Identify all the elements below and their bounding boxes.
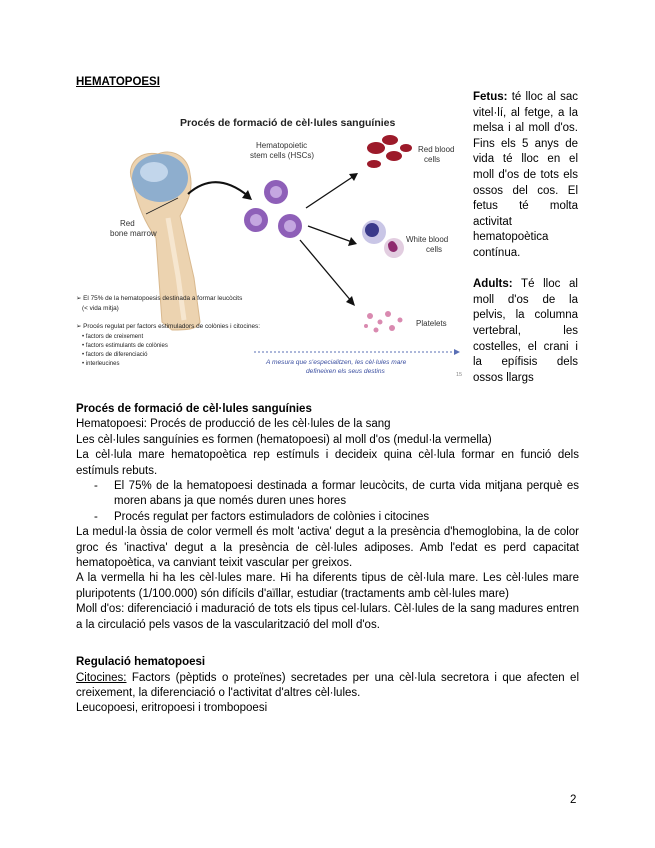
formation-list (76, 479, 579, 525)
paragraph-6: Moll d'os: diferenciació i maduració de tots els tipus cel·lulars. Cèl·lules de la sang madures entren a la circulació pels vasos de la vascularització del moll d'os. (76, 603, 579, 631)
label-wbc-1: White blood (406, 235, 449, 244)
label-marrow-2: bone marrow (110, 229, 157, 238)
page-title: HEMATOPOESI (76, 76, 160, 88)
platelets (364, 311, 403, 333)
adults-text: Té lloc al moll d'os de la pelvis, la columna vertebral, les costelles, el crani i la epífisis dels ossos llargs (473, 278, 578, 384)
label-hsc-2: stem cells (HSCs) (250, 151, 315, 160)
fetus-paragraph (473, 90, 578, 262)
heading-formation: Procés de formació de cèl·lules sanguínies (76, 403, 312, 415)
bullet-2: • factors estimulants de colònies (82, 343, 168, 349)
side-column (473, 90, 578, 386)
paragraph-7: Leucopoesi, eritropoesi i trombopoesi (76, 702, 268, 715)
citocines-paragraph (76, 671, 579, 702)
adults-label: Adults: (473, 278, 513, 291)
label-marrow-1: Red (120, 219, 135, 228)
white-blood-cells (362, 220, 404, 258)
page-number: 2 (570, 794, 577, 806)
list-item: - El 75% de la hematopoesi destinada a formar leucòcits, de curta vida mitjana perquè es moren abans ja que només duren unes hores (76, 479, 579, 510)
label-rbc-2: cells (424, 155, 441, 164)
citocines-text: Factors (pèptids o proteïnes) secretades per una cèl·lula secretora i que afecten el creixement, la diferenciació o l'activitat d'altres cèl·lules. (76, 671, 579, 699)
bullet-4: • interleucines (82, 361, 120, 367)
slide-number: 15 (456, 372, 463, 378)
label-rbc-1: Red blood (418, 145, 455, 154)
hsc-cells (244, 180, 302, 238)
paragraph-4: La medul·la òssia de color vermell és molt 'activa' degut a la presència d'hemoglobina, la de color groc és 'inactiva' degut a la presència de cèl·lules adiposes. Amb l'edat es perd capacitat hematopoètica, va canviant teixit vascular per greixos. (76, 526, 579, 570)
citocines-label: Citocines: (76, 671, 127, 684)
bullet-1: • factors de creixement (82, 334, 144, 340)
note-1b: (< vida mitja) (82, 305, 119, 312)
bone-illustration (130, 152, 200, 330)
paragraph-1: Hematopoesi: Procés de producció de les cèl·lules de la sang (76, 418, 391, 431)
note-1a: ➢ El 75% de la hematopoesis destinada a formar leucòcits (76, 295, 243, 302)
adults-paragraph (473, 277, 578, 386)
figure-title: Procés de formació de cèl·lules sanguínies (180, 117, 396, 129)
list-item: - Procés regulat per factors estimuladors de colònies i citocines (76, 510, 579, 525)
caption-2: defineixen els seus destins (306, 368, 385, 375)
caption-1: A mesura que s'especialitzen, les cèl·lules mare (266, 359, 407, 366)
fetus-label: Fetus: (473, 91, 508, 103)
heading-regulation: Regulació hematopoesi (76, 656, 206, 669)
bullet-3: • factors de diferenciació (82, 352, 148, 358)
hematopoiesis-figure (76, 108, 471, 390)
label-platelets: Platelets (416, 319, 447, 328)
fetus-text: té lloc al sac vitel·lí, al fetge, a la melsa i al moll d'os. Fins els 5 anys de vida té lloc en el moll d'os de tots els ossos del cos. El fetus té molta activitat hematopoètica contínua. (473, 91, 578, 259)
paragraph-5: A la vermella hi ha les cèl·lules mare. Hi ha diferents tipus de cèl·lula mare. Les cèl·lules mare pluripotents (1/100.000) són difícils d'aïllar, estudiar (tractaments amb cèl·lules mare) (76, 572, 579, 600)
body-text (76, 402, 579, 717)
paragraph-3: La cèl·lula mare hematopoètica rep estímuls i decideix quina cèl·lula formar en funció dels estímuls rebuts. (76, 449, 579, 477)
note-2: ➢ Procés regulat per factors estimuladors de colònies i citocines: (76, 323, 261, 330)
red-blood-cells (367, 135, 412, 168)
paragraph-2: Les cèl·lules sanguínies es formen (hematopoesi) al moll d'os (medul·la vermella) (76, 433, 492, 446)
label-wbc-2: cells (426, 245, 443, 254)
label-hsc-1: Hematopoietic (256, 141, 308, 150)
